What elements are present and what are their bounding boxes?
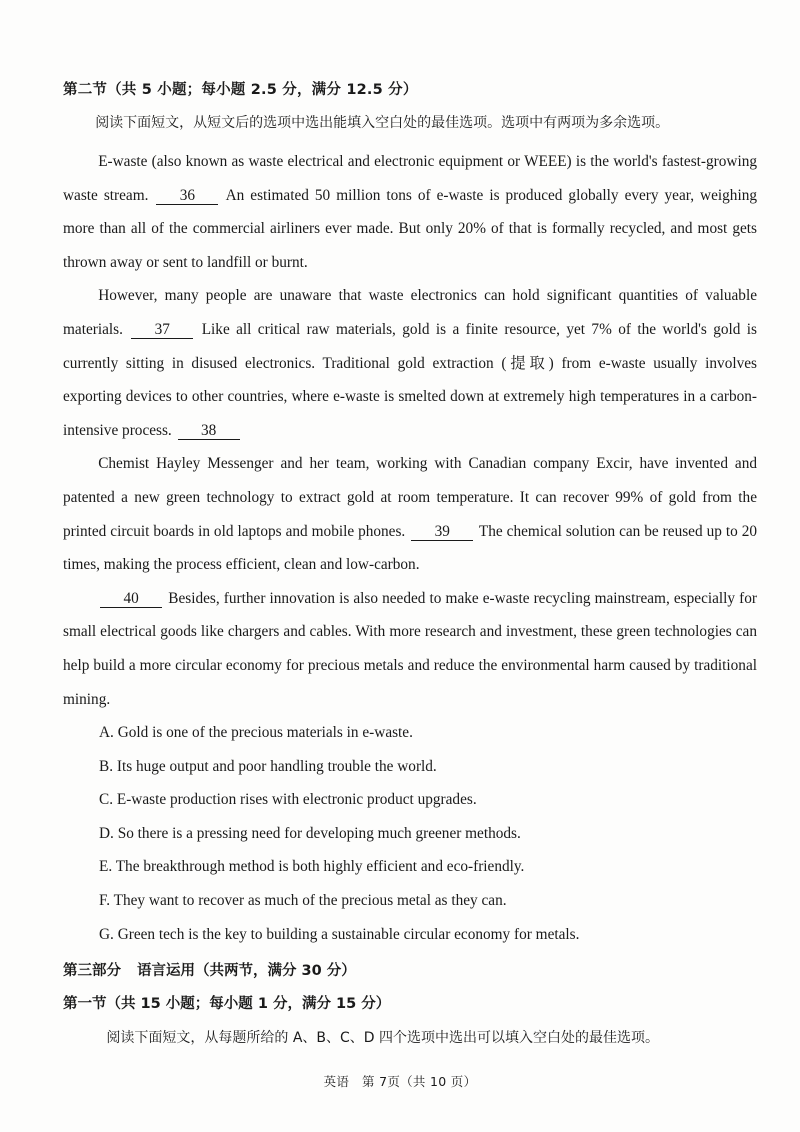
option-d: D. So there is a pressing need for developing much greener methods. — [99, 824, 521, 842]
paragraph-text: Chemist Hayley Messenger and her team, working with Canadian company Excir, have invented and patented a new green technology to extract gold at room temperature. It can recover 99% of gold from the printed circuit boards in old laptops and mobile phones. — [63, 455, 757, 540]
paragraph-text: An estimated 50 million tons of e-waste is produced globally every year, weighing more than all of the commercial airliners ever made. But only 20% of that is formally recycled, and most gets thrown away or sent to landfill or burnt. — [63, 186, 757, 271]
option-c: C. E-waste production rises with electronic product upgrades. — [99, 791, 477, 809]
page-footer: 英语 第 7页（共 10 页） — [323, 1074, 477, 1089]
part-title: 第三部分 — [63, 963, 121, 980]
blank-38: 38 — [178, 423, 240, 440]
option-b: B. Its huge output and poor handling trouble the world. — [99, 757, 437, 775]
section-1-heading: 第一节（共 15 小题；每小题 1 分，满分 15 分） — [63, 996, 391, 1013]
blank-37: 37 — [131, 322, 193, 339]
option-g: G. Green tech is the key to building a sustainable circular economy for metals. — [99, 925, 580, 943]
option-e: E. The breakthrough method is both highly efficient and eco-friendly. — [99, 858, 525, 876]
page-content — [63, 78, 757, 1052]
section-heading: 第二节（共 5 小题；每小题 2.5 分，满分 12.5 分） — [63, 82, 418, 98]
passage-paragraph-3 — [63, 447, 757, 581]
part-subtitle: 语言运用（共两节，满分 30 分） — [137, 963, 356, 980]
paragraph-text: Like all critical raw materials, gold is a finite resource, yet 7% of the world's gold is currently sitting in disused electronics. Traditional gold extraction (提取) from e-waste usually involves exporting devices to other countries, where e-waste is smelted down at extremely high temperatures in a carbon-intensive process. — [63, 320, 758, 439]
passage-paragraph-1 — [63, 145, 757, 279]
section-1-instruction: 阅读下面短文，从每题所给的 A、B、C、D 四个选项中选出可以填入空白处的最佳选项。 — [106, 1030, 660, 1047]
passage-paragraph-4 — [63, 582, 757, 716]
option-a: A. Gold is one of the precious materials in e-waste. — [99, 724, 413, 742]
paragraph-text: The chemical solution can be reused up to 20 times, making the process efficient, clean and low-carbon. — [63, 522, 757, 574]
paragraph-text: E-waste (also known as waste electrical and electronic equipment or WEEE) is the world's fastest-growing waste stream. — [63, 153, 757, 204]
part-heading — [63, 956, 757, 987]
passage-paragraph-2 — [63, 279, 757, 447]
answer-options — [63, 716, 757, 951]
section-instruction: 阅读下面短文，从短文后的选项中选出能填入空白处的最佳选项。选项中有两项为多余选项。 — [95, 115, 670, 131]
option-f: F. They want to recover as much of the precious metal as they can. — [99, 892, 507, 910]
blank-36: 36 — [156, 188, 218, 205]
paragraph-text: However, many people are unaware that waste electronics can hold significant quantities of valuable materials. — [63, 287, 757, 338]
blank-39: 39 — [411, 524, 473, 541]
blank-40: 40 — [100, 591, 162, 608]
paragraph-text: Besides, further innovation is also needed to make e-waste recycling mainstream, especially for small electrical goods like chargers and cables. With more research and investment, these green technologies can help build a more circular economy for precious metals and reduce the environmental harm caused by traditional mining. — [63, 589, 757, 708]
